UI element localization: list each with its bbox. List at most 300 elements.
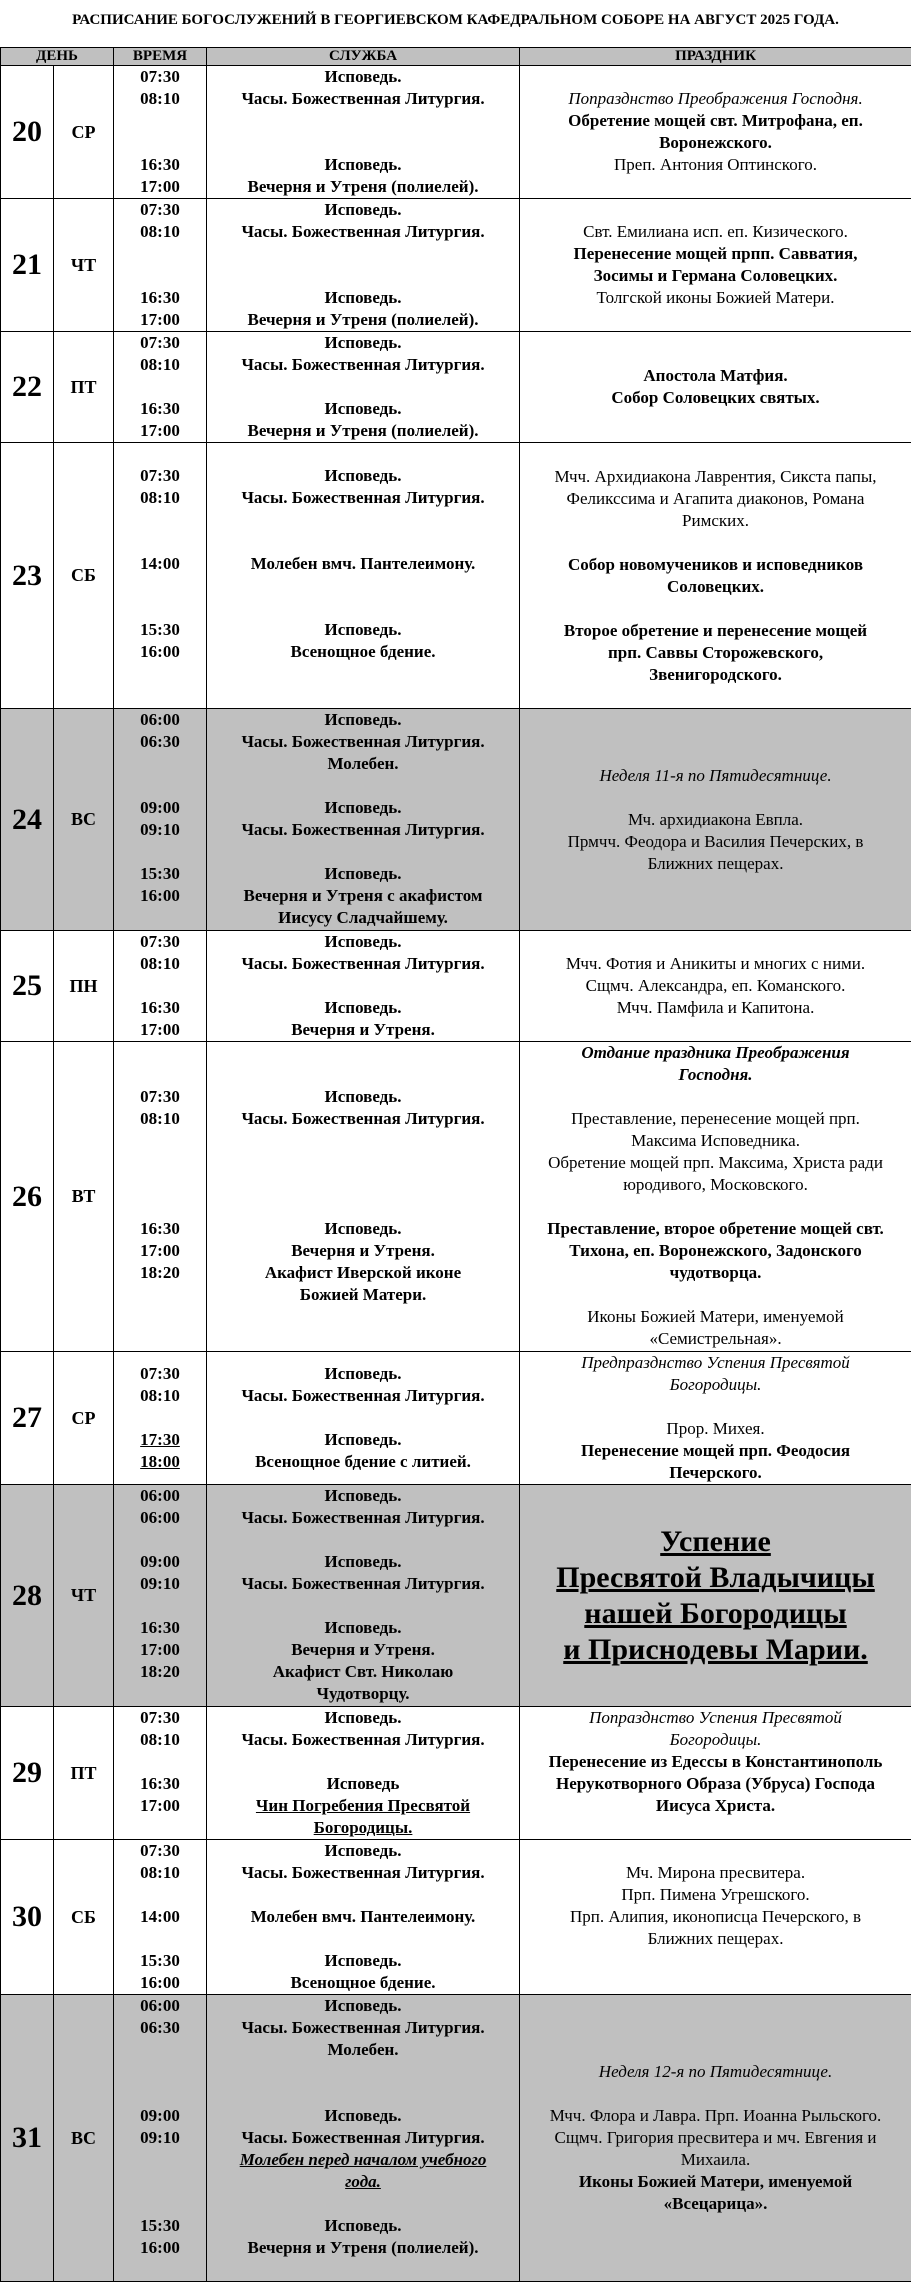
time: 16:30 [114, 1218, 206, 1240]
service: Вечерня и Утреня (полиелей). [207, 176, 519, 198]
time: 16:30 [114, 398, 206, 420]
time: 17:00 [114, 420, 206, 442]
weekday: ВС [54, 709, 114, 931]
feast-line: Перенесение мощей прпп. Савватия, [520, 243, 911, 265]
day-row [1, 1485, 911, 1707]
time [114, 753, 206, 775]
feast-cell [520, 443, 911, 709]
service: года. [207, 2171, 519, 2193]
time [114, 243, 206, 265]
header-day: ДЕНЬ [1, 48, 114, 66]
service: Исповедь. [207, 199, 519, 221]
feast-line: Богородицы. [520, 1374, 911, 1396]
service [207, 132, 519, 154]
service: Исповедь. [207, 619, 519, 641]
time [114, 110, 206, 132]
time: 06:00 [114, 1507, 206, 1529]
feast-line: Апостола Матфия. [520, 365, 911, 387]
weekday: ПТ [54, 1707, 114, 1840]
day-number: 21 [1, 199, 54, 332]
time: 08:10 [114, 88, 206, 110]
service-cell [207, 199, 520, 332]
time: 16:00 [114, 641, 206, 663]
feast-line: Неделя 12-я по Пятидесятнице. [520, 2061, 911, 2083]
feast-line [520, 787, 911, 809]
header-service: СЛУЖБА [207, 48, 520, 66]
day-row [1, 709, 911, 931]
time-cell [114, 443, 207, 709]
feast-line: Иконы Божией Матери, именуемой [520, 2171, 911, 2193]
feast-line: и Приснодевы Марии. [520, 1632, 911, 1668]
service: Исповедь. [207, 863, 519, 885]
service: Исповедь. [207, 287, 519, 309]
service: Богородицы. [207, 1817, 519, 1839]
time [114, 132, 206, 154]
time [114, 2149, 206, 2171]
service [207, 2193, 519, 2215]
day-row [1, 1352, 911, 1485]
day-number: 22 [1, 332, 54, 443]
time-cell [114, 1840, 207, 1995]
service: Вечерня и Утреня (полиелей). [207, 309, 519, 331]
weekday: СР [54, 1352, 114, 1485]
service: Исповедь [207, 1773, 519, 1795]
service: Исповедь. [207, 997, 519, 1019]
feast-line: «Семистрельная». [520, 1328, 911, 1350]
header-row [1, 48, 911, 66]
time [114, 1595, 206, 1617]
time: 06:00 [114, 1485, 206, 1507]
feast-line [520, 532, 911, 554]
weekday: ЧТ [54, 199, 114, 332]
time: 07:30 [114, 1086, 206, 1108]
service: Часы. Божественная Литургия. [207, 1108, 519, 1130]
service: Исповедь. [207, 1840, 519, 1862]
feast-line: Свт. Емилиана исп. еп. Кизического. [520, 221, 911, 243]
time: 14:00 [114, 1906, 206, 1928]
time: 15:30 [114, 1950, 206, 1972]
service-cell [207, 443, 520, 709]
service [207, 1152, 519, 1174]
feast-line: Неделя 11-я по Пятидесятнице. [520, 765, 911, 787]
feast-line [520, 1086, 911, 1108]
time [114, 2039, 206, 2061]
service-cell [207, 1042, 520, 1352]
day-number: 29 [1, 1707, 54, 1840]
time: 07:30 [114, 1840, 206, 1862]
service-cell [207, 709, 520, 931]
service-cell [207, 1995, 520, 2282]
feast-line [520, 66, 911, 88]
service [207, 110, 519, 132]
service: Чин Погребения Пресвятой [207, 1795, 519, 1817]
feast-cell [520, 1840, 911, 1995]
time [114, 1751, 206, 1773]
service: Исповедь. [207, 398, 519, 420]
feast-line: Собор Соловецких святых. [520, 387, 911, 409]
time-cell [114, 1995, 207, 2282]
feast-line: Господня. [520, 1064, 911, 1086]
service [207, 1884, 519, 1906]
service [207, 575, 519, 597]
feast-line [520, 1840, 911, 1862]
time: 16:00 [114, 1972, 206, 1994]
time: 18:00 [114, 1451, 206, 1473]
time: 08:10 [114, 354, 206, 376]
service: Часы. Божественная Литургия. [207, 88, 519, 110]
service [207, 376, 519, 398]
day-number: 23 [1, 443, 54, 709]
feast-line: Мч. Мирона пресвитера. [520, 1862, 911, 1884]
day-number: 24 [1, 709, 54, 931]
time [114, 1152, 206, 1174]
feast-line: Сщмч. Александра, еп. Команского. [520, 975, 911, 997]
feast-line: Преп. Антония Оптинского. [520, 154, 911, 176]
service [207, 1751, 519, 1773]
service: Всенощное бдение. [207, 1972, 519, 1994]
feast-line: Второе обретение и перенесение мощей [520, 620, 911, 642]
feast-line: Прп. Пимена Угрешского. [520, 1884, 911, 1906]
service: Акафист Свт. Николаю [207, 1661, 519, 1683]
time [114, 2083, 206, 2105]
time: 09:10 [114, 2127, 206, 2149]
feast-line: Обретение мощей прп. Максима, Христа ради [520, 1152, 911, 1174]
service [207, 1174, 519, 1196]
feast-line: Сщмч. Григория пресвитера и мч. Евгения и [520, 2127, 911, 2149]
feast-line: Отдание праздника Преображения [520, 1042, 911, 1064]
time [114, 1928, 206, 1950]
feast-line [520, 598, 911, 620]
time: 08:10 [114, 221, 206, 243]
service-cell [207, 1485, 520, 1707]
service: Часы. Божественная Литургия. [207, 1385, 519, 1407]
service: Часы. Божественная Литургия. [207, 953, 519, 975]
service: Исповедь. [207, 797, 519, 819]
service: Молебен перед началом учебного [207, 2149, 519, 2171]
feast-line: Зосимы и Германа Соловецких. [520, 265, 911, 287]
day-row [1, 1707, 911, 1840]
feast-line: Обретение мощей свт. Митрофана, еп. [520, 110, 911, 132]
time [114, 2171, 206, 2193]
time [114, 597, 206, 619]
time-cell [114, 931, 207, 1042]
service: Часы. Божественная Литургия. [207, 1862, 519, 1884]
day-row [1, 332, 911, 443]
service [207, 1064, 519, 1086]
header-feast: ПРАЗДНИК [520, 48, 911, 66]
time-cell [114, 1485, 207, 1707]
day-row [1, 66, 911, 199]
time [114, 509, 206, 531]
service: Исповедь. [207, 1218, 519, 1240]
time [114, 975, 206, 997]
time: 14:00 [114, 553, 206, 575]
feast-line: нашей Богородицы [520, 1596, 911, 1632]
time [114, 265, 206, 287]
service [207, 1130, 519, 1152]
time: 17:00 [114, 1019, 206, 1041]
service [207, 509, 519, 531]
day-row [1, 1840, 911, 1995]
service: Часы. Божественная Литургия. [207, 487, 519, 509]
weekday: ВС [54, 1995, 114, 2282]
feast-line: Михаила. [520, 2149, 911, 2171]
time [114, 1407, 206, 1429]
feast-line: Преставление, перенесение мощей прп. [520, 1108, 911, 1130]
feast-line [520, 2083, 911, 2105]
service: Часы. Божественная Литургия. [207, 731, 519, 753]
day-row [1, 443, 911, 709]
feast-line: Печерского. [520, 1462, 911, 1484]
time: 08:10 [114, 1729, 206, 1751]
weekday: СБ [54, 443, 114, 709]
time: 07:30 [114, 332, 206, 354]
weekday: СБ [54, 1840, 114, 1995]
feast-cell [520, 709, 911, 931]
service: Исповедь. [207, 931, 519, 953]
feast-line: Собор новомучеников и исповедников [520, 554, 911, 576]
service [207, 1928, 519, 1950]
feast-cell [520, 931, 911, 1042]
time: 08:10 [114, 1108, 206, 1130]
service: Часы. Божественная Литургия. [207, 1573, 519, 1595]
feast-line: Перенесение мощей прп. Феодосия [520, 1440, 911, 1462]
feast-line: Мчч. Флора и Лавра. Прп. Иоанна Рыльского. [520, 2105, 911, 2127]
time: 09:00 [114, 2105, 206, 2127]
time: 16:30 [114, 1617, 206, 1639]
service: Исповедь. [207, 1995, 519, 2017]
time-cell [114, 66, 207, 199]
day-number: 31 [1, 1995, 54, 2282]
service: Исповедь. [207, 465, 519, 487]
time: 08:10 [114, 487, 206, 509]
service: Исповедь. [207, 2215, 519, 2237]
time-cell [114, 709, 207, 931]
feast-line: Ближних пещерах. [520, 853, 911, 875]
service: Часы. Божественная Литургия. [207, 2127, 519, 2149]
service: Исповедь. [207, 1429, 519, 1451]
service: Исповедь. [207, 66, 519, 88]
service [207, 1042, 519, 1064]
feast-line [520, 1396, 911, 1418]
feast-cell [520, 1042, 911, 1352]
feast-line [520, 1196, 911, 1218]
time: 16:00 [114, 2237, 206, 2259]
weekday: ВТ [54, 1042, 114, 1352]
feast-line: юродивого, Московского. [520, 1174, 911, 1196]
feast-line: Воронежского. [520, 132, 911, 154]
feast-line: Максима Исповедника. [520, 1130, 911, 1152]
feast-line: Римских. [520, 510, 911, 532]
service: Молебен. [207, 2039, 519, 2061]
feast-cell [520, 1995, 911, 2282]
time [114, 1884, 206, 1906]
service [207, 531, 519, 553]
day-number: 27 [1, 1352, 54, 1485]
service: Молебен вмч. Пантелеимону. [207, 1906, 519, 1928]
feast-line: Пресвятой Владычицы [520, 1560, 911, 1596]
service [207, 243, 519, 265]
service [207, 2083, 519, 2105]
time: 16:30 [114, 1773, 206, 1795]
time-cell [114, 1707, 207, 1840]
time [114, 1064, 206, 1086]
service: Исповедь. [207, 2105, 519, 2127]
time: 17:30 [114, 1429, 206, 1451]
service: Вечерня и Утреня (полиелей). [207, 2237, 519, 2259]
service: Часы. Божественная Литургия. [207, 2017, 519, 2039]
time: 18:20 [114, 1661, 206, 1683]
service: Исповедь. [207, 332, 519, 354]
feast-line: чудотворца. [520, 1262, 911, 1284]
time: 15:30 [114, 863, 206, 885]
feast-line: Соловецких. [520, 576, 911, 598]
feast-line: Прор. Михея. [520, 1418, 911, 1440]
time [114, 1174, 206, 1196]
feast-cell [520, 66, 911, 199]
feast-line: Звенигородского. [520, 664, 911, 686]
time: 07:30 [114, 931, 206, 953]
service: Исповедь. [207, 1707, 519, 1729]
time: 06:30 [114, 731, 206, 753]
service [207, 265, 519, 287]
time: 17:00 [114, 1240, 206, 1262]
feast-line: Мчч. Архидиакона Лаврентия, Сикста папы, [520, 466, 911, 488]
time [114, 531, 206, 553]
day-number: 28 [1, 1485, 54, 1707]
feast-line: Предпразднство Успения Пресвятой [520, 1352, 911, 1374]
feast-cell [520, 1352, 911, 1485]
feast-line: Иконы Божией Матери, именуемой [520, 1306, 911, 1328]
feast-line: Тихона, еп. Воронежского, Задонского [520, 1240, 911, 1262]
time: 07:30 [114, 1707, 206, 1729]
time: 09:00 [114, 797, 206, 819]
service [207, 775, 519, 797]
feast-line: Мчч. Памфила и Капитона. [520, 997, 911, 1019]
service: Часы. Божественная Литургия. [207, 819, 519, 841]
time: 09:10 [114, 819, 206, 841]
service: Часы. Божественная Литургия. [207, 1729, 519, 1751]
service: Исповедь. [207, 709, 519, 731]
service [207, 975, 519, 997]
feast-line: Нерукотворного Образа (Убруса) Господа [520, 1773, 911, 1795]
time: 18:20 [114, 1262, 206, 1284]
header-time: ВРЕМЯ [114, 48, 207, 66]
service [207, 597, 519, 619]
feast-cell [520, 1485, 911, 1707]
page-title: РАСПИСАНИЕ БОГОСЛУЖЕНИЙ В ГЕОРГИЕВСКОМ КАФЕДРАЛЬНОМ СОБОРЕ НА АВГУСТ 2025 ГОДА. [0, 0, 911, 44]
time-cell [114, 332, 207, 443]
service-cell [207, 1707, 520, 1840]
service: Исповедь. [207, 154, 519, 176]
service-cell [207, 1352, 520, 1485]
time: 17:00 [114, 309, 206, 331]
time: 17:00 [114, 176, 206, 198]
time [114, 841, 206, 863]
service: Исповедь. [207, 1950, 519, 1972]
time [114, 1196, 206, 1218]
service-cell [207, 1840, 520, 1995]
service-cell [207, 332, 520, 443]
day-number: 26 [1, 1042, 54, 1352]
feast-line [520, 199, 911, 221]
time: 07:30 [114, 1363, 206, 1385]
schedule-table [0, 47, 911, 2282]
service [207, 2061, 519, 2083]
feast-cell [520, 199, 911, 332]
service: Иисусу Сладчайшему. [207, 907, 519, 929]
service: Всенощное бдение с литией. [207, 1451, 519, 1473]
weekday: ЧТ [54, 1485, 114, 1707]
feast-line: Толгской иконы Божией Матери. [520, 287, 911, 309]
time: 06:00 [114, 709, 206, 731]
feast-cell [520, 1707, 911, 1840]
feast-line: «Всецарица». [520, 2193, 911, 2215]
time: 15:30 [114, 2215, 206, 2237]
time [114, 1042, 206, 1064]
service: Часы. Божественная Литургия. [207, 1507, 519, 1529]
feast-line: прп. Саввы Сторожевского, [520, 642, 911, 664]
service: Исповедь. [207, 1617, 519, 1639]
service-cell [207, 66, 520, 199]
service: Всенощное бдение. [207, 641, 519, 663]
service: Молебен. [207, 753, 519, 775]
service: Вечерня и Утреня с акафистом [207, 885, 519, 907]
weekday: ПН [54, 931, 114, 1042]
service [207, 1595, 519, 1617]
feast-line: Феликссима и Агапита диаконов, Романа [520, 488, 911, 510]
service [207, 1529, 519, 1551]
service: Молебен вмч. Пантелеимону. [207, 553, 519, 575]
feast-line: Успение [520, 1524, 911, 1560]
time [114, 376, 206, 398]
time: 16:30 [114, 287, 206, 309]
time: 07:30 [114, 465, 206, 487]
service: Вечерня и Утреня. [207, 1019, 519, 1041]
time [114, 2061, 206, 2083]
service: Часы. Божественная Литургия. [207, 354, 519, 376]
day-row [1, 1042, 911, 1352]
time: 09:00 [114, 1551, 206, 1573]
time: 08:10 [114, 1385, 206, 1407]
time [114, 443, 206, 465]
day-row [1, 199, 911, 332]
feast-cell [520, 332, 911, 443]
service: Вечерня и Утреня (полиелей). [207, 420, 519, 442]
time-cell [114, 1352, 207, 1485]
service-cell [207, 931, 520, 1042]
day-row [1, 931, 911, 1042]
feast-line: Прмчч. Феодора и Василия Печерских, в [520, 831, 911, 853]
feast-line: Мчч. Фотия и Аникиты и многих с ними. [520, 953, 911, 975]
service: Вечерня и Утреня. [207, 1639, 519, 1661]
time: 08:10 [114, 953, 206, 975]
time [114, 1529, 206, 1551]
time: 15:30 [114, 619, 206, 641]
time: 17:00 [114, 1795, 206, 1817]
time: 17:00 [114, 1639, 206, 1661]
feast-line: Попразднство Преображения Господня. [520, 88, 911, 110]
feast-line: Мч. архидиакона Евпла. [520, 809, 911, 831]
day-number: 25 [1, 931, 54, 1042]
time: 06:00 [114, 1995, 206, 2017]
feast-line: Попразднство Успения Пресвятой [520, 1707, 911, 1729]
service [207, 1196, 519, 1218]
day-row [1, 1995, 911, 2282]
time [114, 575, 206, 597]
service: Божией Матери. [207, 1284, 519, 1306]
service: Исповедь. [207, 1363, 519, 1385]
